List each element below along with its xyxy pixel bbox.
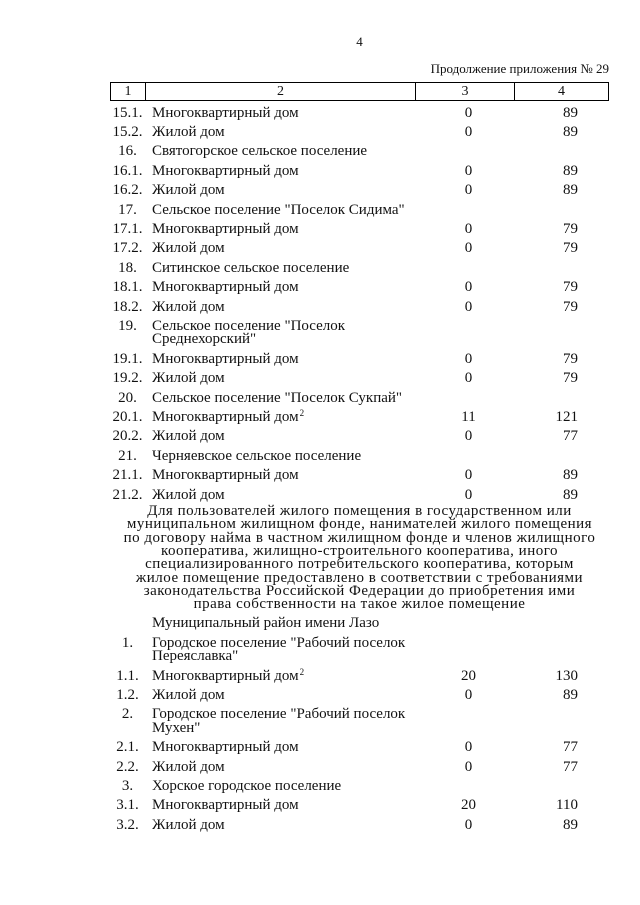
row-value-col3: 11 — [461, 409, 476, 425]
row-value-col4: 79 — [563, 370, 578, 387]
row-number: 16.1. — [112, 162, 143, 179]
settlement-name: Городское поселение "Рабочий поселок Мухен" — [152, 706, 406, 736]
row-number: 17. — [118, 201, 137, 218]
row-name: Жилой дом — [152, 486, 225, 503]
row-name: Многоквартирный дом — [152, 467, 299, 484]
row-name — [145, 666, 415, 684]
settlement-name: Сельское поселение "Поселок Сидима" — [152, 201, 405, 218]
header-col-2: 2 — [145, 83, 415, 100]
settlement-name: Хорское городское поселение — [152, 778, 342, 795]
document-table — [110, 82, 609, 835]
row-value-col4: 89 — [563, 687, 578, 704]
appendix-continuation-label: Продолжение приложения № 29 — [430, 61, 609, 76]
settlement-name: Черняевское сельское поселение — [152, 447, 362, 464]
row-value-col3: 0 — [464, 350, 473, 367]
table-row — [110, 278, 609, 297]
table-row — [110, 298, 609, 317]
row-value-col3: 0 — [464, 467, 473, 484]
row-number: 19. — [118, 317, 137, 334]
row-number: 3.2. — [116, 816, 139, 833]
row-value-col4: 79 — [563, 220, 578, 237]
row-value-col4: 79 — [563, 240, 578, 257]
row-number: 15.2. — [112, 123, 143, 140]
table-body — [110, 104, 609, 836]
row-number: 21.2. — [112, 486, 143, 503]
row-number: 2. — [121, 706, 134, 723]
row-number: 20.1. — [112, 409, 143, 425]
row-name: Многоквартирный дом — [152, 279, 299, 296]
row-value-col4: 79 — [563, 350, 578, 367]
row-value-col3: 20 — [461, 667, 476, 684]
settlement-row — [110, 777, 609, 796]
row-number: 3. — [121, 778, 134, 795]
row-name: Жилой дом — [152, 298, 225, 315]
row-number: 2.1. — [116, 739, 139, 756]
row-value-col3: 0 — [464, 240, 473, 257]
table-row — [110, 758, 609, 777]
row-value-col4: 77 — [563, 739, 578, 756]
footnote-marker: 2 — [299, 408, 305, 418]
row-number: 3.1. — [116, 797, 139, 814]
settlement-row — [110, 201, 609, 220]
table-row — [110, 738, 609, 757]
row-value-col3: 20 — [461, 797, 476, 814]
row-value-col3: 0 — [464, 687, 473, 704]
row-number: 21.1. — [112, 467, 143, 484]
header-col-4: 4 — [514, 83, 608, 100]
table-row — [110, 123, 609, 142]
row-value-col3: 0 — [464, 123, 473, 140]
row-value-col3: 0 — [464, 486, 473, 503]
row-name: Жилой дом — [152, 758, 225, 775]
table-row — [110, 369, 609, 388]
row-name: Жилой дом — [152, 182, 225, 199]
settlement-name: Сельское поселение "Поселок Среднехорский" — [152, 317, 346, 348]
row-name — [145, 408, 415, 425]
row-number: 20.2. — [112, 428, 143, 445]
row-value-col3: 0 — [464, 758, 473, 775]
table-row — [110, 408, 609, 427]
settlement-name: Городское поселение "Рабочий поселок Переяславка" — [152, 634, 406, 665]
row-name: Многоквартирный дом — [152, 162, 299, 179]
settlement-row — [110, 705, 609, 738]
table-row — [110, 181, 609, 200]
row-name: Жилой дом — [152, 240, 225, 257]
settlement-row — [110, 447, 609, 466]
row-value-col4: 77 — [563, 428, 578, 445]
row-value-col4: 77 — [563, 758, 578, 775]
page-number: 4 — [356, 34, 363, 49]
row-value-col3: 0 — [464, 220, 473, 237]
row-name: Жилой дом — [152, 687, 225, 704]
row-name: Многоквартирный дом — [152, 104, 299, 121]
row-number: 17.1. — [112, 220, 143, 237]
table-row — [110, 466, 609, 485]
settlement-name: Ситинское сельское поселение — [152, 259, 350, 276]
row-value-col3: 0 — [464, 162, 473, 179]
settlement-row — [110, 142, 609, 161]
row-name: Жилой дом — [152, 816, 225, 833]
row-number: 19.2. — [112, 370, 143, 387]
header-col-3: 3 — [415, 83, 514, 100]
row-value-col3: 0 — [464, 370, 473, 387]
settlement-row — [110, 259, 609, 278]
row-value-col4: 121 — [555, 409, 578, 425]
row-name: Многоквартирный дом — [152, 739, 299, 756]
row-name: Жилой дом — [152, 123, 225, 140]
table-row — [110, 796, 609, 815]
footnote-marker: 2 — [299, 666, 305, 677]
settlement-name: Сельское поселение "Поселок Сукпай" — [152, 389, 403, 406]
row-value-col4: 79 — [563, 279, 578, 296]
row-value-col4: 89 — [563, 104, 578, 121]
row-name: Многоквартирный дом — [152, 797, 299, 814]
row-number: 1.2. — [116, 687, 139, 704]
row-value-col4: 89 — [563, 123, 578, 140]
row-number: 19.1. — [112, 350, 143, 367]
row-value-col3: 0 — [464, 182, 473, 199]
row-number: 15.1. — [112, 104, 143, 121]
row-value-col4: 89 — [563, 816, 578, 833]
row-value-col4: 89 — [563, 182, 578, 199]
table-header — [110, 82, 609, 101]
row-name: Жилой дом — [152, 428, 225, 445]
row-number: 16.2. — [112, 182, 143, 199]
header-col-1: 1 — [124, 84, 132, 99]
row-number: 2.2. — [116, 758, 139, 775]
row-value-col3: 0 — [464, 104, 473, 121]
row-name: Многоквартирный дом — [152, 350, 299, 367]
row-number: 18.1. — [112, 279, 143, 296]
row-value-col4: 110 — [556, 797, 578, 814]
row-number: 16. — [118, 143, 137, 160]
row-value-col3: 0 — [464, 298, 473, 315]
row-value-col4: 79 — [563, 298, 578, 315]
row-value-col3: 0 — [464, 428, 473, 445]
settlement-row — [110, 634, 609, 667]
row-number: 17.2. — [112, 240, 143, 257]
settlement-row — [110, 389, 609, 408]
row-number — [110, 617, 145, 630]
row-name-text: Многоквартирный дом — [152, 409, 299, 425]
table-row — [110, 350, 609, 369]
row-name: Жилой дом — [152, 370, 225, 387]
row-number: 18.2. — [112, 298, 143, 315]
row-value-col4: 130 — [555, 667, 578, 684]
table-row — [110, 427, 609, 446]
district-row — [110, 614, 609, 633]
table-row — [110, 667, 609, 686]
district-name: Муниципальный район имени Лазо — [152, 615, 380, 632]
settlement-row — [110, 317, 609, 350]
category-note: Для пользователей жилого помещения в государственном или муниципальном жилищном фонде, нанимателей жилого помещения по договору найма в частном жилищном фонде и членов жилищного кооператива, жилищно-строительного кооператива, иного специализированного потребительского кооператива, которым жилое помещение предоставлено в соответствии с требованиями законодательства Российской Федерации до приобретения ими права собственности на такое жилое помещение — [123, 503, 596, 613]
row-value-col3: 0 — [464, 816, 473, 833]
row-value-col3: 0 — [464, 279, 473, 296]
table-row — [110, 239, 609, 258]
row-number: 1. — [121, 634, 134, 651]
table-row — [110, 220, 609, 239]
row-value-col4: 89 — [563, 162, 578, 179]
row-value-col4: 89 — [563, 467, 578, 484]
table-row — [110, 104, 609, 123]
row-number: 1.1. — [116, 667, 139, 684]
settlement-name: Святогорское сельское поселение — [152, 143, 368, 160]
row-number: 21. — [118, 447, 137, 464]
row-number: 18. — [118, 259, 137, 276]
row-name-text: Многоквартирный дом — [152, 667, 299, 684]
table-row — [110, 816, 609, 835]
row-name: Многоквартирный дом — [152, 220, 299, 237]
row-value-col3: 0 — [464, 739, 473, 756]
row-number: 20. — [118, 389, 137, 406]
table-row — [110, 162, 609, 181]
row-value-col4: 89 — [563, 486, 578, 503]
table-row — [110, 686, 609, 705]
